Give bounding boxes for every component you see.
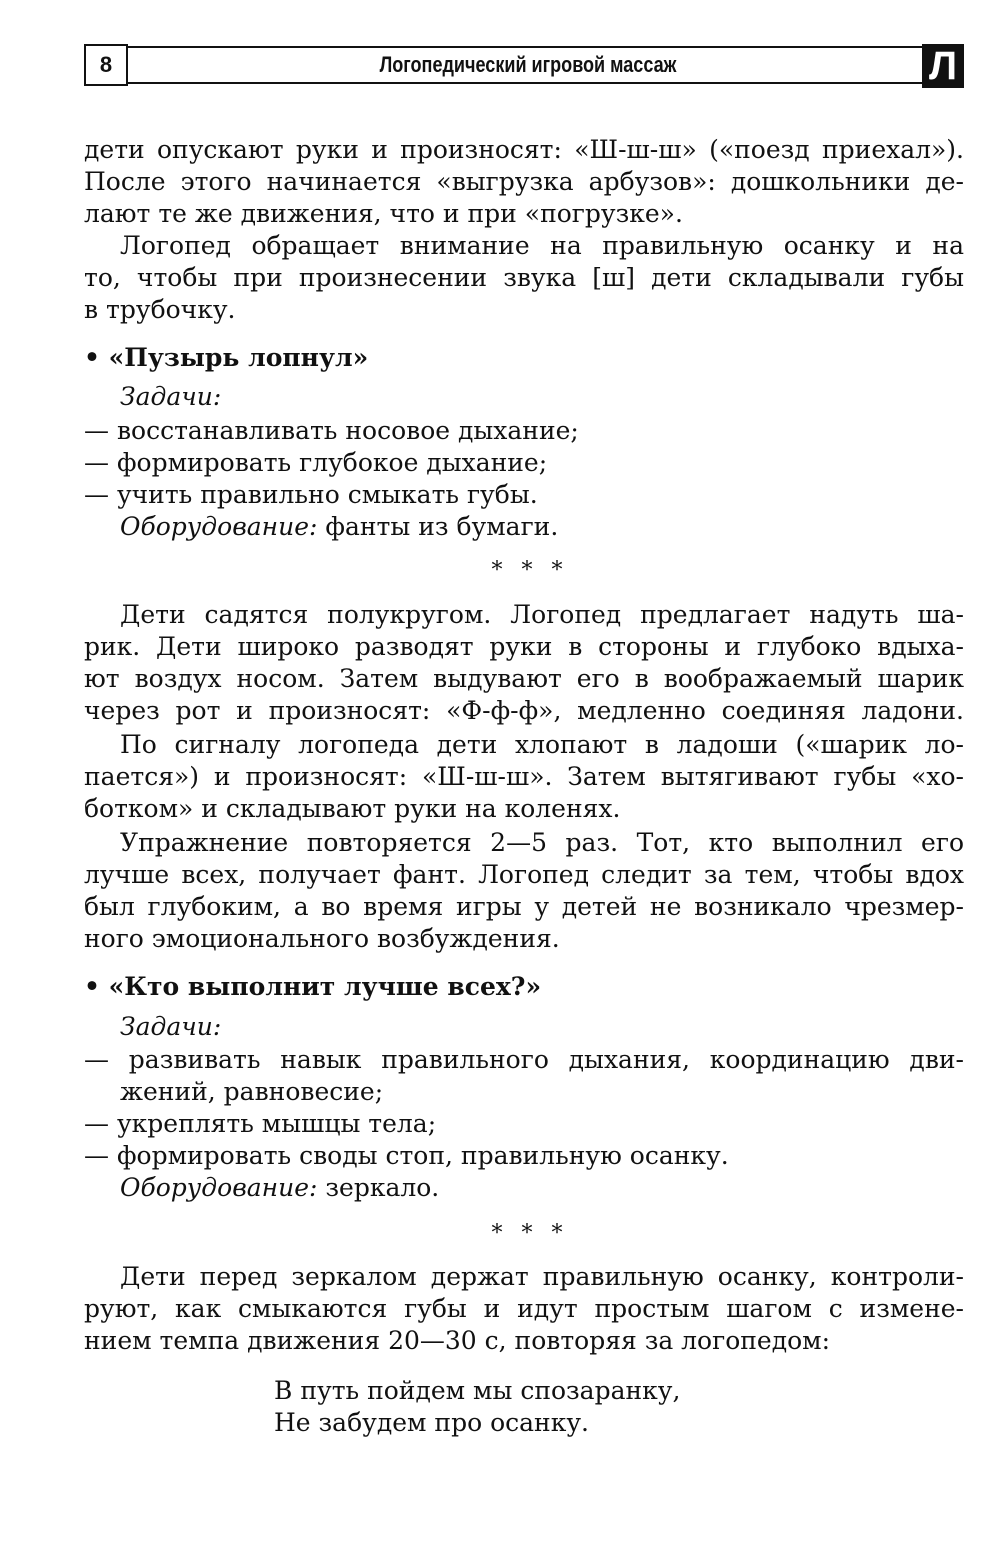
text-line: лучше всех, получает фант. Логопед следит за тем, чтобы вдох bbox=[84, 860, 964, 889]
text-line: Дети перед зеркалом держат правильную осанку, контроли- bbox=[120, 1262, 964, 1291]
text-line: рик. Дети широко разводят руки в стороны и глубоко вдыха- bbox=[84, 632, 964, 661]
equipment-line bbox=[120, 1172, 964, 1204]
page-number: 8 bbox=[84, 44, 128, 86]
text-line: Логопед обращает внимание на правильную осанку и на bbox=[120, 231, 964, 260]
text-line: После этого начинается «выгрузка арбузов»: дошкольники де- bbox=[84, 167, 964, 196]
section-separator: * * * bbox=[491, 558, 569, 583]
text-line: в трубочку. bbox=[84, 295, 236, 324]
task-item: — учить правильно смыкать губы. bbox=[84, 480, 538, 509]
game-heading: • «Кто выполнит лучше всех?» bbox=[84, 972, 542, 1001]
text-line: то, чтобы при произнесении звука [ш] дети складывали губы bbox=[84, 263, 964, 292]
text-line: через рот и произносят: «Ф-ф-ф», медленно соединяя ладони. bbox=[84, 696, 964, 725]
task-item: — развивать навык правильного дыхания, координацию дви- bbox=[84, 1045, 964, 1074]
poem-line: В путь пойдем мы спозаранку, bbox=[274, 1376, 681, 1405]
text-line: руют, как смыкаются губы и идут простым шагом с измене- bbox=[84, 1294, 964, 1323]
equipment-label: Оборудование: bbox=[120, 512, 318, 541]
section-separator: * * * bbox=[491, 1221, 569, 1246]
task-item: — укреплять мышцы тела; bbox=[84, 1109, 437, 1138]
game-heading: • «Пузырь лопнул» bbox=[84, 343, 369, 372]
running-header bbox=[84, 44, 964, 88]
text-line: нием темпа движения 20—30 с, повторяя за логопедом: bbox=[84, 1326, 831, 1355]
tasks-label: Задачи: bbox=[120, 1012, 222, 1041]
task-item: — формировать глубокое дыхание; bbox=[84, 448, 548, 477]
equipment-label: Оборудование: bbox=[120, 1173, 318, 1202]
text-line: лают те же движения, что и при «погрузке». bbox=[84, 199, 683, 228]
text-line: ют воздух носом. Затем выдувают его в воображаемый шарик bbox=[84, 664, 964, 693]
section-letter-tab: Л bbox=[922, 44, 964, 88]
text-line: ного эмоционального возбуждения. bbox=[84, 924, 560, 953]
task-item: — формировать своды стоп, правильную осанку. bbox=[84, 1141, 729, 1170]
task-item-continuation: жений, равновесие; bbox=[120, 1077, 384, 1106]
poem-line: Не забудем про осанку. bbox=[274, 1408, 589, 1437]
task-item: — восстанавливать носовое дыхание; bbox=[84, 416, 579, 445]
equipment-value: фанты из бумаги. bbox=[317, 512, 559, 541]
text-line: дети опускают руки и произносят: «Ш-ш-ш» («поезд приехал»). bbox=[84, 135, 964, 164]
text-line: По сигналу логопеда дети хлопают в ладоши («шарик ло- bbox=[120, 730, 964, 759]
text-line: Дети садятся полукругом. Логопед предлагает надуть ша- bbox=[120, 600, 964, 629]
equipment-value: зеркало. bbox=[317, 1173, 440, 1202]
header-rule-bottom bbox=[128, 82, 928, 84]
header-title: Логопедический игровой массаж bbox=[379, 52, 677, 77]
text-line: был глубоким, а во время игры у детей не возникало чрезмер- bbox=[84, 892, 964, 921]
text-line: ботком» и складывают руки на коленях. bbox=[84, 794, 621, 823]
tasks-label: Задачи: bbox=[120, 382, 222, 411]
equipment-line bbox=[120, 511, 964, 543]
text-line: Упражнение повторяется 2—5 раз. Тот, кто выполнил его bbox=[120, 828, 964, 857]
text-line: пается») и произносят: «Ш-ш-ш». Затем вытягивают губы «хо- bbox=[84, 762, 964, 791]
